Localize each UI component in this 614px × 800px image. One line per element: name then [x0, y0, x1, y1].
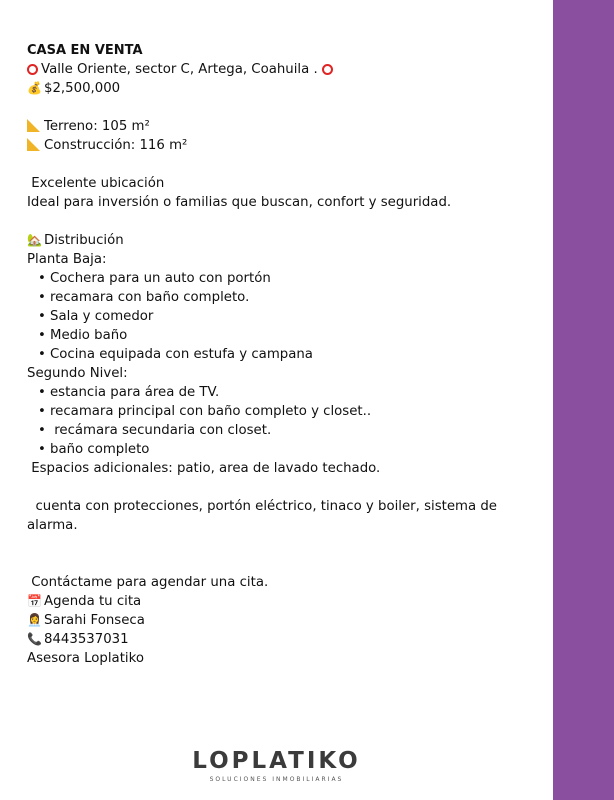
highlight-text: Excelente ubicación — [27, 176, 165, 191]
list-item: • recamara principal con baño completo y closet.. — [50, 402, 537, 421]
second-floor-label: Segundo Nivel: — [27, 366, 128, 381]
extras-text: Espacios adicionales: patio, area de lavado techado. — [27, 461, 381, 476]
construction-text: Construcción: 116 m² — [44, 138, 188, 153]
construction-line — [27, 136, 537, 155]
contact-cta: Contáctame para agendar una cita. — [27, 575, 269, 590]
price-line — [27, 79, 537, 98]
phone-line — [27, 630, 537, 649]
phone-icon: 📞 — [27, 632, 42, 646]
features-text: cuenta con protecciones, portón eléctrico, tinaco y boiler, sistema de alarma. — [27, 499, 502, 533]
land-text: Terreno: 105 m² — [44, 119, 150, 134]
second-floor-list — [27, 383, 537, 459]
list-item: • Sala y comedor — [50, 307, 537, 326]
triangle-ruler-icon — [27, 119, 40, 132]
description-text: Ideal para inversión o familias que buscan, confort y seguridad. — [27, 195, 452, 210]
distribution-line — [27, 231, 537, 250]
agent-line — [27, 611, 537, 630]
purple-sidebar — [553, 0, 614, 800]
agent-icon: 👩‍💼 — [27, 613, 42, 627]
house-icon: 🏡 — [27, 233, 42, 247]
logo-name: LOPLATIKO — [192, 748, 361, 774]
triangle-ruler-icon — [27, 138, 40, 151]
listing-content — [27, 41, 537, 668]
calendar-icon: 📅 — [27, 594, 42, 608]
schedule-text: Agenda tu cita — [44, 594, 142, 609]
agent-role: Asesora Loplatiko — [27, 651, 144, 666]
location-line — [27, 60, 537, 79]
phone-number[interactable]: 8443537031 — [44, 632, 129, 647]
list-item: • baño completo — [50, 440, 537, 459]
agent-name: Sarahi Fonseca — [44, 613, 145, 628]
ground-floor-list — [27, 269, 537, 364]
list-item: • Cocina equipada con estufa y campana — [50, 345, 537, 364]
list-item: • recamara con baño completo. — [50, 288, 537, 307]
ground-floor-label: Planta Baja: — [27, 252, 107, 267]
distribution-title: Distribución — [44, 233, 124, 248]
location-text: Valle Oriente, sector C, Artega, Coahuila . — [41, 62, 318, 77]
price-text: $2,500,000 — [44, 81, 121, 96]
company-logo — [0, 748, 553, 783]
land-line — [27, 117, 537, 136]
list-item: • Cochera para un auto con portón — [50, 269, 537, 288]
logo-tagline: SOLUCIONES INMOBILIARIAS — [209, 776, 344, 783]
red-circle-icon — [322, 64, 333, 75]
list-item: • recámara secundaria con closet. — [50, 421, 537, 440]
money-bag-icon: 💰 — [27, 81, 42, 95]
list-item: • Medio baño — [50, 326, 537, 345]
schedule-line — [27, 592, 537, 611]
listing-title: CASA EN VENTA — [27, 43, 143, 58]
list-item: • estancia para área de TV. — [50, 383, 537, 402]
red-circle-icon — [27, 64, 38, 75]
